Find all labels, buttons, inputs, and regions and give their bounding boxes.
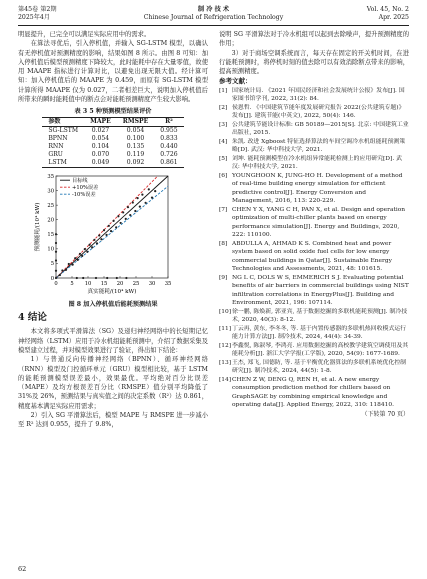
reference-number: [4]: [219, 138, 228, 145]
page-number: 62: [18, 565, 27, 573]
paragraph: 明显提升，已完全可以满足实际应用中的需求。: [18, 31, 151, 38]
reference-text: CHEN Y X, YANG C H, PAN X, et al. Design and operation optimization of multi-chiller plants based on energy performance simulation[J]. Energy and Buildings, 2020, 222: 110100.: [232, 206, 406, 239]
reference-item: [219, 308, 409, 325]
data-point: [106, 277, 108, 279]
journal-name: [18, 6, 409, 22]
reference-number: [12]: [219, 342, 232, 349]
table-cell: 0.861: [154, 159, 183, 168]
reference-text: 李鑫悦, 陈淑琴, 李鸿亮. 应用数据挖掘的高校教学建筑空调使用及其能耗分析[J]. 浙江大学学报(工学版), 2020, 54(9): 1677-1689.: [232, 342, 409, 358]
data-point: [93, 239, 95, 241]
right-column: [219, 30, 409, 419]
y-tick-label: 35: [47, 174, 54, 181]
x-tick-label: 20: [116, 281, 124, 288]
data-point: [129, 214, 131, 216]
table-cell: LSTM: [42, 159, 84, 168]
reference-text: 公共建筑节能设计标准: GB 50189—2015[S]. 北京: 中国建筑工业出版社, 2015.: [232, 121, 409, 137]
data-point: [125, 218, 127, 220]
table-cell: RNN: [48, 143, 64, 151]
reference-number: [6]: [219, 172, 228, 179]
data-point: [68, 263, 70, 265]
paragraph: 2）引入 SG 平滑算法后，模型 MAPE 与 RMSPE 进一步减小至 R² 达到 0.955，提升了 9.8%，: [18, 412, 208, 429]
reference-item: [219, 342, 409, 359]
reference-item: [219, 138, 409, 155]
legend-entry: -10%误差: [72, 192, 96, 199]
data-point: [151, 197, 153, 199]
data-point: [100, 239, 102, 241]
section-heading: 4 结论: [18, 312, 47, 324]
x-tick-label: 10: [84, 281, 92, 288]
table-cell: 0.070: [91, 151, 110, 159]
table-cell: 0.100: [126, 135, 145, 143]
data-point: [125, 277, 127, 279]
x-tick-label: 15: [100, 281, 108, 288]
data-point: [115, 227, 117, 229]
reference-number: [14]: [219, 376, 232, 383]
data-point: [84, 248, 86, 250]
data-point: [127, 206, 129, 208]
data-point: [65, 269, 67, 271]
y-tick-label: 25: [47, 203, 54, 210]
reference-item: [219, 359, 409, 376]
reference-item: [219, 274, 409, 308]
reference-text: 刘坤. 能耗预测模型在冷水机组异常能耗检测上的应用研究[D]. 武汉: 华中科技大学, 2021.: [232, 155, 402, 171]
data-point: [113, 220, 115, 222]
continued-note: （下转第 70 页）: [361, 410, 409, 418]
data-point: [95, 277, 97, 279]
reference-item: [219, 376, 409, 410]
table-cell: 0.049: [84, 159, 117, 168]
data-point: [120, 222, 122, 224]
data-point: [137, 197, 139, 199]
reference-item: [219, 87, 409, 104]
header-rule: [18, 25, 409, 26]
y-tick-label: 10: [47, 247, 54, 254]
reference-item: [219, 104, 409, 121]
paragraph: 1）与普通反向传播神经网络（BPNN）、循环神经网络（RNN）模型及门控循环单元（GRU）模型相比较，基于 LSTM 的能耗预测模型误差最小，效果最优。平均绝对百分比误差（MAPE）及均方根误差百分比（RMSPE）值分别平均降低了 31%及 26%，预测结果与真实值之间的决定系数（R²）达 0.861，精度基本满足实际应用需求；: [18, 356, 208, 410]
data-point: [132, 202, 134, 204]
data-point: [122, 212, 124, 214]
table-header-cell: R²: [154, 118, 183, 127]
data-point: [145, 202, 147, 204]
data-point: [108, 225, 110, 227]
reference-text: 国家统计局. 《2021 年国民经济和社会发展统计公报》发布[J]. 国家图书馆学刊, 2022, 31(2): 84.: [232, 87, 405, 103]
reference-number: [11]: [219, 325, 232, 332]
reference-text: ABDULLA A, AHMAD K S. Combined heat and power system based on solid oxide fuel cells for low energy commercial buildings in Qatar[J]. Sustainable Energy Technologies and Assessments, 2021, 48: 101615.: [232, 240, 392, 273]
reference-number: [5]: [219, 155, 228, 162]
volume-info-en: [367, 6, 409, 22]
table-cell: 0.054: [91, 135, 110, 143]
table-cell: 0.440: [160, 143, 178, 151]
reference-list: [219, 87, 409, 410]
reference-number: [13]: [219, 359, 232, 366]
x-tick-label: 30: [148, 281, 156, 288]
data-point: [55, 242, 57, 244]
data-point: [82, 277, 84, 279]
data-point: [77, 259, 79, 261]
data-point: [76, 277, 78, 279]
table-row: [42, 159, 183, 168]
volume-issue-en: Vol. 45, No. 2: [366, 6, 409, 13]
table-row: [42, 135, 183, 143]
data-point: [96, 243, 98, 245]
reference-item: [219, 172, 409, 206]
paragraph: 3）对于商场空调系统而言，每天存在固定的开关机时间，在进行能耗预测时，将停机时刻的值去除可以有效消除断点带来的影响，提高预测精度。: [219, 49, 409, 76]
table-row: [42, 143, 183, 151]
data-point: [55, 260, 57, 262]
reference-text: 侯恩哲. 《中国建筑节能年度发展研究报告 2022(公共建筑专题)》发布[J]. 建筑节能(中英文), 2022, 50(4): 146.: [232, 104, 405, 120]
data-point: [154, 190, 156, 192]
results-table: [42, 117, 183, 168]
table-cell: GRU: [48, 151, 63, 159]
data-point: [86, 251, 88, 253]
table-cell: SG-LSTM: [48, 127, 79, 135]
data-point: [116, 277, 118, 279]
table-caption: 表 3 5 种预测模型结果评价: [74, 108, 152, 116]
y-tick-label: 20: [47, 217, 54, 224]
data-point: [148, 189, 150, 191]
table-cell: 0.092: [117, 159, 154, 168]
x-tick-label: 0: [54, 281, 58, 288]
table-header-cell: MAPE: [84, 118, 117, 127]
paragraph: 说明 SG 平滑算法对于冷水机组可以起到去除噪声，提升预测精度的作用；: [219, 31, 409, 48]
table-cell: 0.135: [126, 143, 145, 151]
reference-text: NG L C, DOLS W S, EMMERICH S J. Evaluating potential benefits of air barriers in commercial buildings using NIST infiltration correlations in EnergyPlus[J]. Building and Environment, 2021, 196: 107114.: [232, 274, 409, 307]
table-cell: 0.833: [160, 135, 178, 143]
journal-title-en: Chinese Journal of Refrigeration Technology: [143, 14, 284, 21]
table-header-row: [42, 118, 183, 127]
data-point: [141, 194, 143, 196]
figure-8: [18, 170, 208, 300]
reference-number: [10]: [219, 308, 232, 315]
y-tick-label: 5: [50, 261, 54, 268]
references-heading: 参考文献：: [219, 77, 252, 86]
data-point: [134, 210, 136, 212]
reference-text: CHEN Z W, DENG Q, REN H, et al. A new energy consumption prediction method for chillers based on GraphSAGE by combining empirical knowledge and operating data[J]. Applied Energy, 2022, 310: 118410.: [232, 376, 395, 409]
table-row: [42, 127, 183, 136]
table-header-cell: 参数: [42, 118, 84, 127]
data-point: [55, 234, 57, 236]
x-tick-label: 5: [70, 281, 74, 288]
issue-date: 2025年4月: [18, 14, 51, 21]
reference-number: [2]: [219, 104, 228, 111]
data-point: [91, 247, 93, 249]
x-tick-label: 35: [164, 281, 172, 288]
y-axis-label: 预测能耗/(10⁴ kW): [35, 202, 41, 252]
x-axis-label: 真实能耗/(10⁴ kW): [87, 289, 137, 296]
data-point: [110, 230, 112, 232]
table-cell: BPNN: [48, 135, 68, 143]
table-cell: 0.726: [160, 151, 178, 159]
table-cell: 0.054: [126, 127, 145, 135]
issue-date-en: Apr. 2025: [378, 14, 409, 21]
data-point: [79, 253, 81, 255]
data-point: [61, 270, 63, 272]
data-point: [139, 206, 141, 208]
table-cell: 0.955: [160, 127, 178, 135]
reference-text: YOUNGHOON K, JUNG-HO H. Development of a method of real-time building energy simulation for efficient predictive control[J]. Energy Conversion and Management, 2016, 113: 220-229.: [232, 172, 403, 205]
y-tick-label: 15: [47, 232, 54, 239]
paragraph: 在算法寻优后，引入停机值，并输入 SG-LSTM 模型，以确认有无停机值对预测精度的影响，结果如图 8 所示。由图 8 可知：加入停机值后模型预测精度下降较大，此时能耗中存在大量零值，故使用 MAAPE 指标进行计算对比，以避免出现无限大值。经计算可知：加入停机值后的 MAAPE 为 0.459，而原有 SG-LSTM 模型计算所得 MAAPE 仅为 0.027，二者相差巨大，说明加入停机值后所带来的瞬时能耗值中的断点会对能耗预测精度产生较大影响。: [18, 40, 208, 104]
data-point: [55, 277, 57, 279]
table-row: [42, 151, 183, 159]
reference-item: [219, 206, 409, 240]
data-point: [98, 235, 100, 237]
data-point: [72, 264, 74, 266]
data-point: [81, 255, 83, 257]
data-point: [117, 215, 119, 217]
scatter-chart: [18, 170, 208, 300]
journal-title-cn: 制 冷 技 术: [197, 6, 230, 13]
data-point: [59, 274, 61, 276]
reference-number: [8]: [219, 240, 228, 247]
table-header-cell: RMSPE: [117, 118, 154, 127]
left-column: [18, 30, 208, 430]
reference-text: 丁云再, 黄东, 李冬冬, 等. 基于内置传感器的多联机热回收模式运行能力计算方法[J]. 制冷技术, 2024, 44(4): 34-39.: [232, 325, 407, 341]
x-tick-label: 25: [132, 281, 140, 288]
table-cell: 0.119: [126, 151, 145, 159]
data-point: [55, 270, 57, 272]
reference-number: [7]: [219, 206, 228, 213]
data-point: [55, 251, 57, 253]
y-tick-label: 30: [47, 188, 54, 195]
y-tick-label: 0: [50, 276, 54, 283]
reference-number: [9]: [219, 274, 228, 281]
reference-number: [3]: [219, 121, 228, 128]
table-cell: 0.104: [91, 143, 110, 151]
data-point: [105, 234, 107, 236]
data-point: [89, 244, 91, 246]
page-header: [18, 6, 409, 28]
paragraph: 本文将多项式平滑算法（SG）及递归神经网络中的长短期记忆神经网络（LSTM）应用于冷水机组能耗预测中，介绍了数据采集及模型建立过程，并对模型效果进行了验证，得出如下结论：: [18, 328, 208, 354]
data-point: [74, 257, 76, 259]
reference-item: [219, 240, 409, 274]
reference-text: 朱凯. 改进 Xgboost 特征选择算法的车间空调冷水机组能耗预测策略[D]. 武汉: 华中科技大学, 2021.: [232, 138, 406, 154]
figure-caption: 图 8 加入停机值后能耗预测结果: [68, 301, 158, 309]
legend-entry: 目标线: [72, 178, 88, 185]
reference-text: 王杰, 郑飞, 国德防, 等. 基于平衡优化器算法的多联机系统优化控制研究[J]. 制冷技术, 2024, 44(5): 1-8.: [232, 359, 407, 375]
reference-item: [219, 121, 409, 138]
table-cell: 0.027: [91, 127, 110, 135]
reference-number: [1]: [219, 87, 228, 94]
reference-text: 徐一鹏, 陈焕新, 郭亚宾, 基于数据挖掘的多联机能耗预测[J]. 制冷技术, 2020, 40(3): 8-12.: [232, 308, 408, 324]
legend-entry: +10%误差: [72, 185, 99, 192]
reference-item: [219, 155, 409, 172]
data-point: [103, 229, 105, 231]
volume-issue: 第45卷 第2期: [18, 6, 57, 13]
reference-item: [219, 325, 409, 342]
